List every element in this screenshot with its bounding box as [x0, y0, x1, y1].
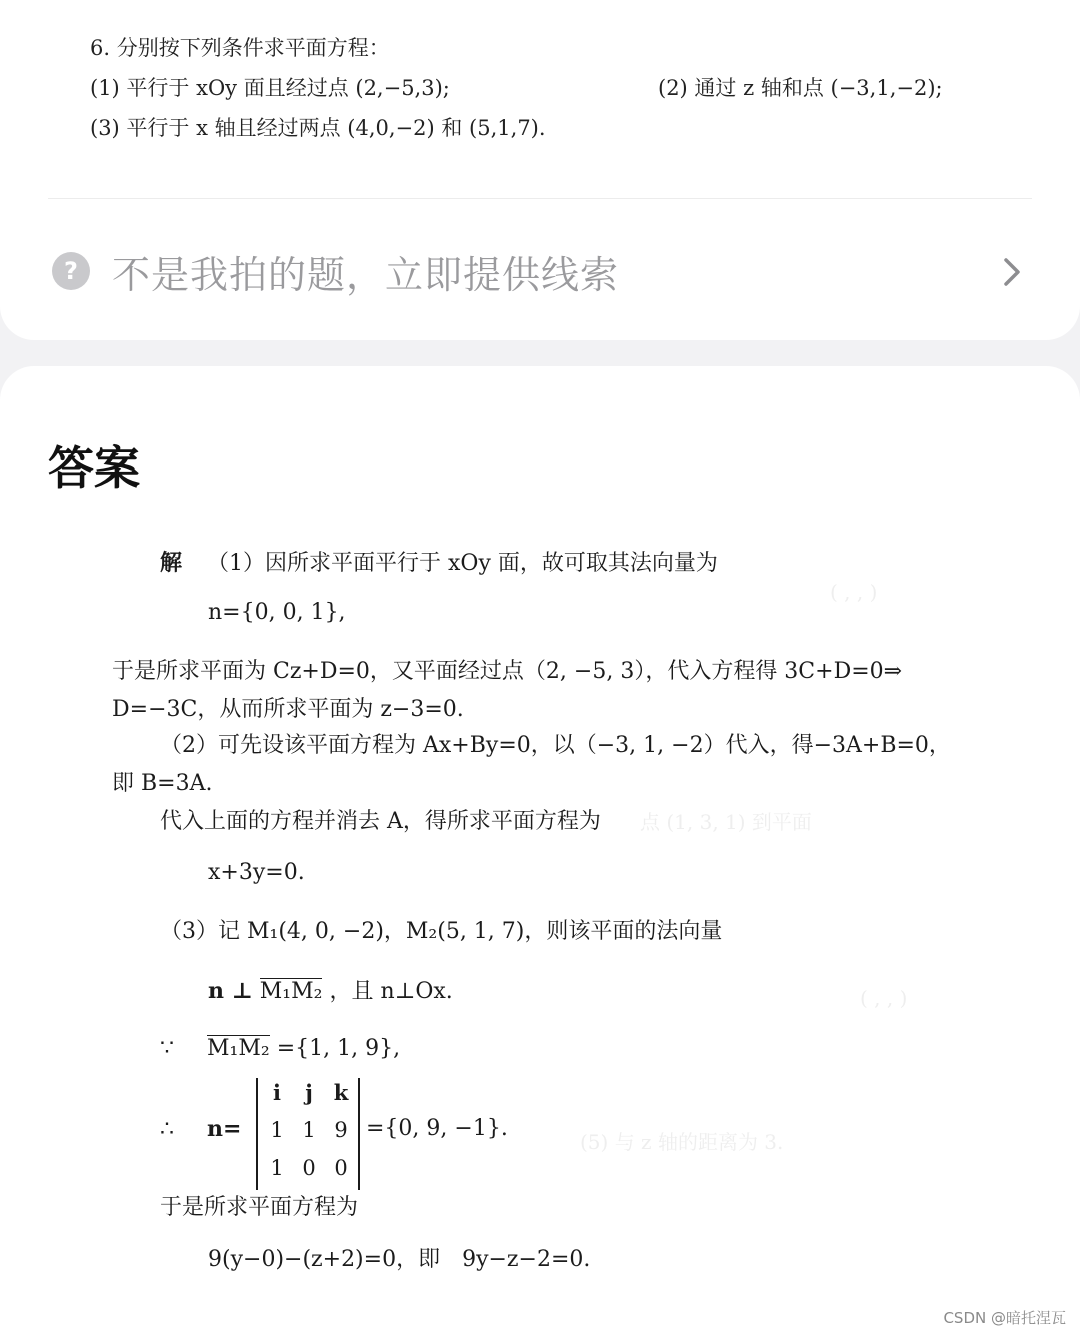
solution-line: 即 B=3A.: [112, 771, 213, 796]
vector-m1m2: M₁M₂: [259, 979, 323, 1004]
matrix-cell: 1: [270, 1156, 284, 1180]
bleed-through-text: (5) 与 z 轴的距离为 3.: [580, 1130, 784, 1154]
solution-text: ={0, 9, −1}.: [366, 1116, 508, 1141]
because-symbol: ∵: [160, 1036, 174, 1061]
matrix-cell: 0: [334, 1156, 348, 1180]
therefore-symbol: ∴: [160, 1117, 174, 1142]
bleed-through-text: 点 (1, 3, 1) 到平面: [640, 810, 812, 834]
matrix-cell: i: [273, 1080, 281, 1105]
vector-m1m2: M₁M₂: [207, 1036, 270, 1061]
question-circle-icon: ?: [52, 252, 90, 290]
determinant-matrix: [256, 1078, 360, 1190]
solution-line: 9(y−0)−(z+2)=0，即 9y−z−2=0.: [208, 1247, 591, 1272]
solution-line: 代入上面的方程并消去 A，得所求平面方程为: [160, 809, 601, 834]
solution-line: （3）记 M₁(4, 0, −2)，M₂(5, 1, 7)，则该平面的法向量: [160, 919, 723, 944]
chevron-right-icon: [992, 252, 1032, 292]
solution-text: n=: [207, 1116, 242, 1142]
question-part-1: (1) 平行于 xOy 面且经过点 (2,−5,3);: [90, 76, 450, 100]
bleed-through-text: ( , , ): [830, 580, 878, 604]
matrix-cell: 1: [302, 1118, 316, 1142]
report-wrong-question-row[interactable]: [52, 236, 1042, 306]
solution-text: ={1, 1, 9},: [276, 1036, 401, 1061]
solution-line: （1）因所求平面平行于 xOy 面，故可取其法向量为: [207, 551, 718, 576]
solution-body: [0, 366, 1080, 1338]
solution-label: 解: [160, 550, 183, 576]
question-part-3: (3) 平行于 x 轴且经过两点 (4,0,−2) 和 (5,1,7).: [90, 116, 546, 140]
report-label: 不是我拍的题，立即提供线索: [112, 252, 620, 297]
divider: [48, 198, 1032, 199]
solution-line: [160, 1036, 400, 1061]
matrix-cell: 1: [270, 1118, 284, 1142]
question-text: [90, 28, 990, 148]
answer-card: [0, 366, 1080, 1338]
solution-line: 于是所求平面为 Cz+D=0，又平面经过点（2, −5, 3），代入方程得 3C+D=0⇒: [112, 659, 903, 684]
question-part-2: (2) 通过 z 轴和点 (−3,1,−2);: [658, 76, 943, 100]
solution-line: 于是所求平面方程为: [160, 1195, 359, 1220]
matrix-cell: 9: [334, 1118, 348, 1142]
csdn-watermark: CSDN @暗托涅瓦: [943, 1309, 1066, 1327]
solution-line: [208, 974, 453, 1005]
solution-text: n ⊥: [208, 978, 253, 1004]
solution-line: [160, 1116, 241, 1142]
question-title: 6. 分别按下列条件求平面方程：: [90, 36, 390, 60]
matrix-cell: j: [305, 1080, 313, 1105]
question-card: [0, 0, 1080, 340]
solution-line: D=−3C，从而所求平面为 z−3=0.: [112, 697, 464, 722]
solution-line: x+3y=0.: [208, 860, 305, 885]
solution-text: ，且 n⊥Ox.: [329, 979, 453, 1004]
solution-line: （2）可先设该平面方程为 Ax+By=0，以（−3, 1, −2）代入，得−3A+B=0，: [160, 733, 951, 758]
bleed-through-text: ( , , ): [860, 986, 908, 1010]
answer-title: 答案: [48, 441, 140, 495]
solution-line: n={0, 0, 1},: [208, 600, 346, 625]
matrix-cell: k: [333, 1080, 349, 1105]
matrix-cell: 0: [302, 1156, 316, 1180]
